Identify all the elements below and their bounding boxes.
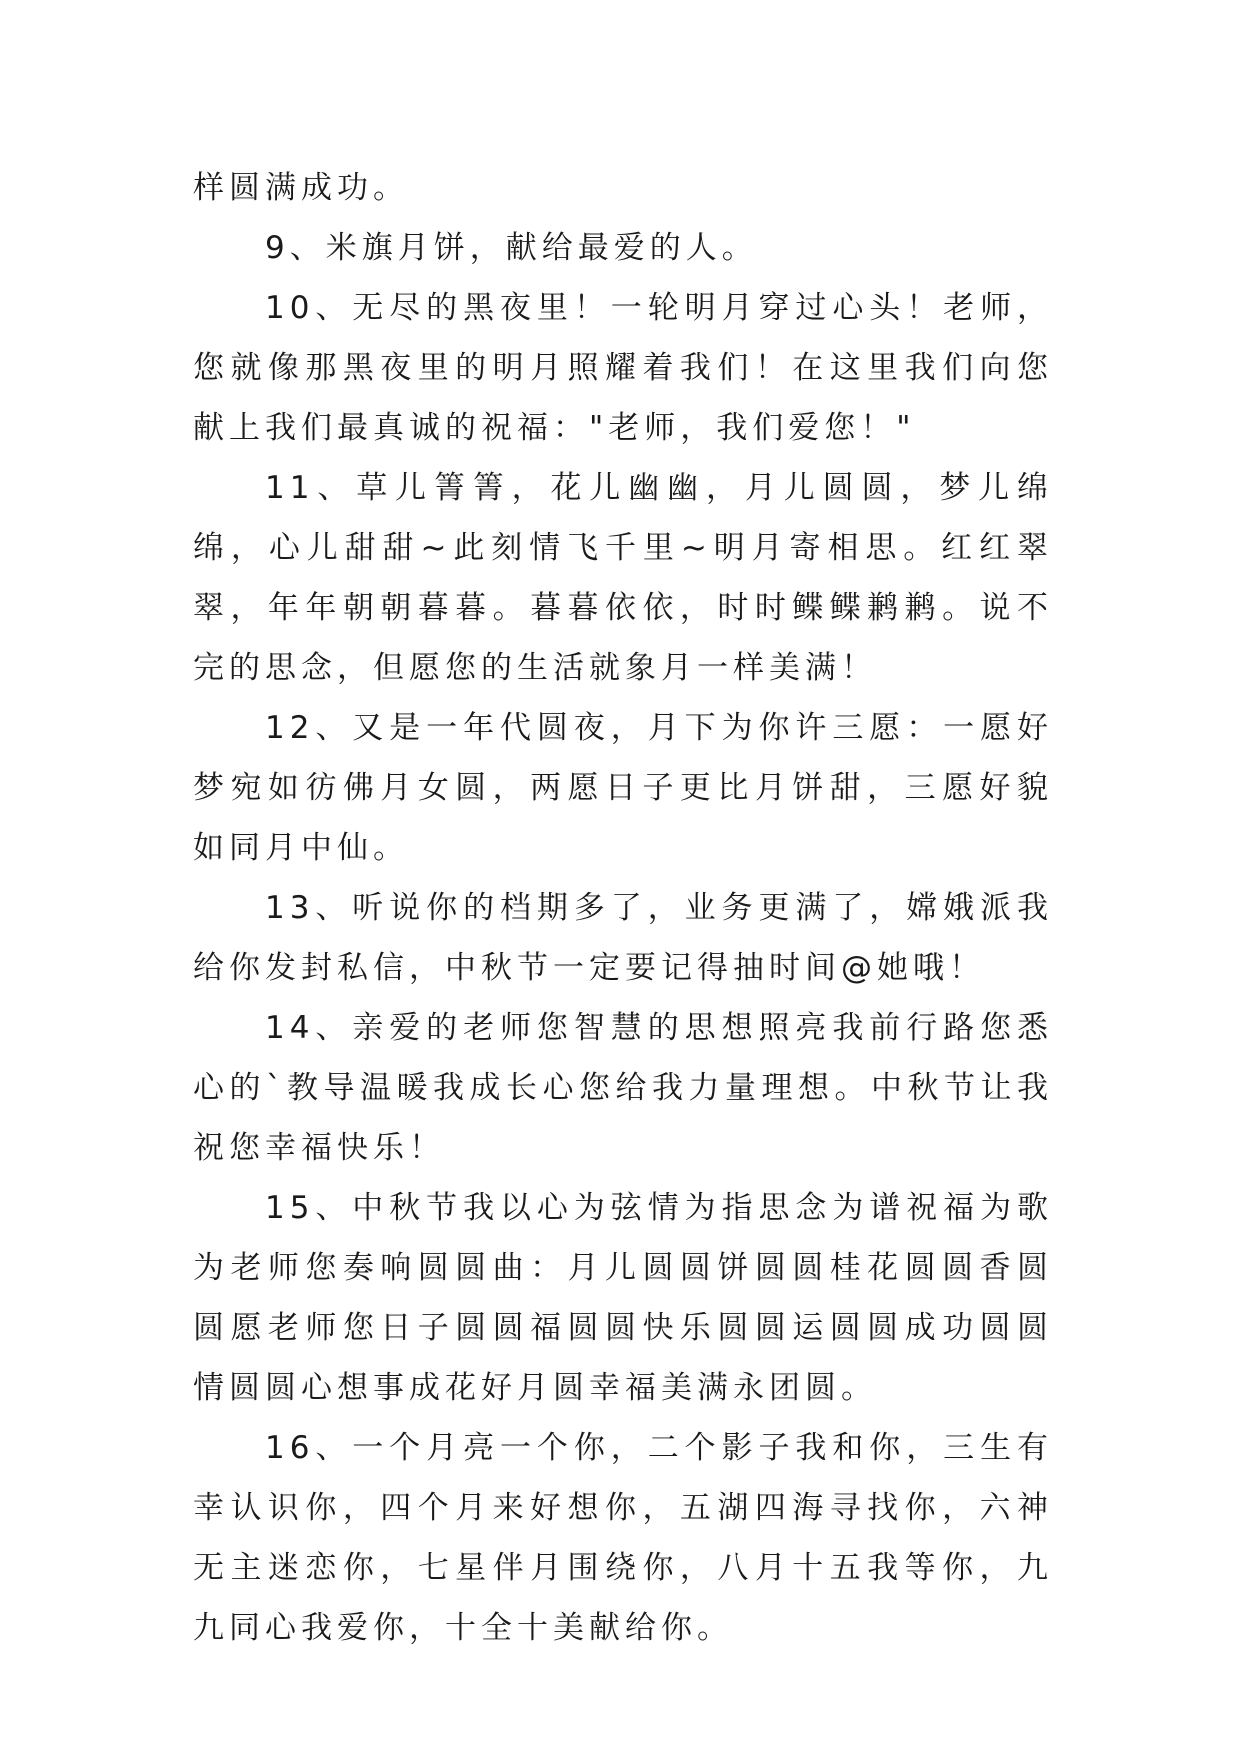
paragraph-item-14: 14、亲爱的老师您智慧的思想照亮我前行路您悉心的`教导温暖我成长心您给我力量理想。中秋节让我祝您幸福快乐！ <box>193 1010 1053 1166</box>
paragraph-item-12: 12、又是一年代圆夜，月下为你许三愿：一愿好梦宛如彷佛月女圆，两愿日子更比月饼甜，三愿好貌如同月中仙。 <box>193 710 1053 866</box>
paragraph-item-9: 9、米旗月饼，献给最爱的人。 <box>265 230 758 266</box>
paragraph-item-11: 11、草儿箐箐，花儿幽幽，月儿圆圆，梦儿绵绵，心儿甜甜~此刻情飞千里~明月寄相思。红红翠翠，年年朝朝暮暮。暮暮依依，时时鲽鲽鹣鹣。说不完的思念，但愿您的生活就象月一样美满！ <box>193 470 1053 686</box>
paragraph-item-15: 15、中秋节我以心为弦情为指思念为谱祝福为歌为老师您奏响圆圆曲：月儿圆圆饼圆圆桂花圆圆香圆圆愿老师您日子圆圆福圆圆快乐圆圆运圆圆成功圆圆情圆圆心想事成花好月圆幸福美满永团圆。 <box>193 1190 1053 1406</box>
document-body <box>193 158 1053 1658</box>
paragraph-item-13: 13、听说你的档期多了，业务更满了，嫦娥派我给你发封私信，中秋节一定要记得抽时间@她哦！ <box>193 890 1053 986</box>
paragraph-continuation: 样圆满成功。 <box>193 170 409 206</box>
paragraph-item-16: 16、一个月亮一个你，二个影子我和你，三生有幸认识你，四个月来好想你，五湖四海寻找你，六神无主迷恋你，七星伴月围绕你，八月十五我等你，九九同心我爱你，十全十美献给你。 <box>193 1430 1053 1646</box>
paragraph-item-10: 10、无尽的黑夜里！一轮明月穿过心头！老师，您就像那黑夜里的明月照耀着我们！在这里我们向您献上我们最真诚的祝福："老师，我们爱您！" <box>193 290 1053 446</box>
